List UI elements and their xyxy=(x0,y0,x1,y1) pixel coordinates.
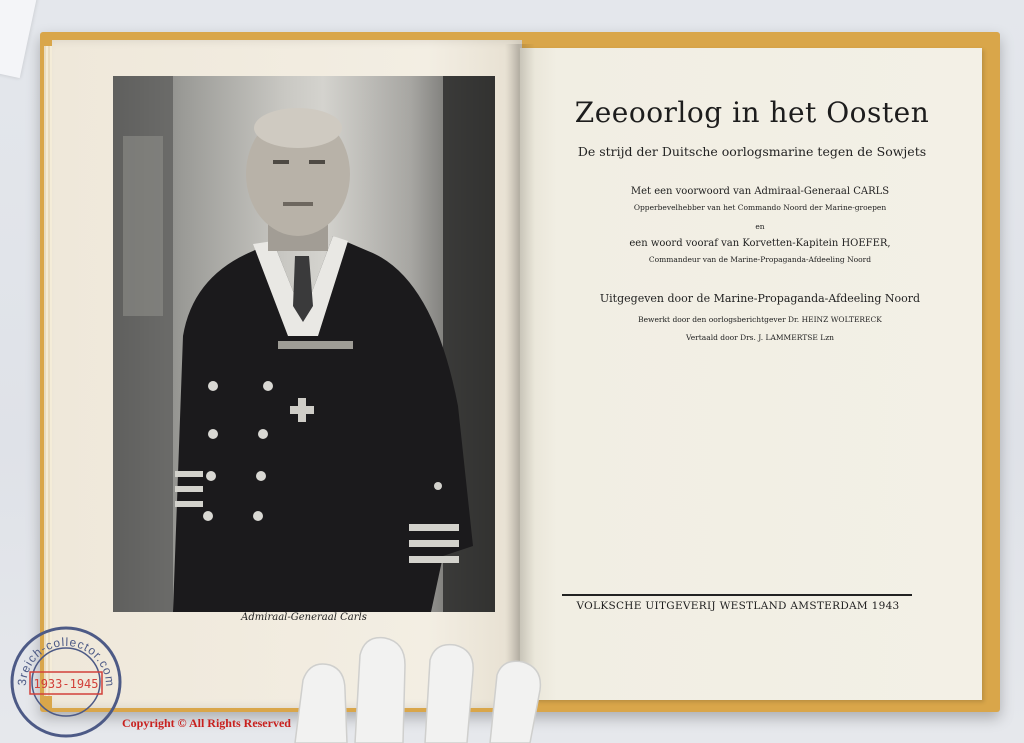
footer-publisher: VOLKSCHE UITGEVERIJ WESTLAND AMSTERDAM 1943 xyxy=(576,600,900,612)
paper-corner xyxy=(0,0,39,78)
watermark-stamp xyxy=(4,624,128,740)
stamp-years: 1933-1945 xyxy=(33,677,99,691)
editor-line: Bewerkt door den oorlogsberichtgever Dr. HEINZ WOLTERECK xyxy=(638,315,882,324)
preface-line: een woord vooraf van Korvetten-Kapitein HOEFER, xyxy=(629,238,891,249)
foreword-role: Opperbevelhebber van het Commando Noord der Marine-groepen xyxy=(633,203,887,212)
publisher-line: Uitgegeven door de Marine-Propaganda-Afdeeling Noord xyxy=(599,292,921,305)
white-glove-hand xyxy=(285,620,615,743)
foreword-line: Met een voorwoord van Admiraal-Generaal CARLS xyxy=(630,186,890,197)
copyright-notice: Copyright © All Rights Reserved xyxy=(122,716,291,730)
footer-rule xyxy=(562,594,912,596)
book-spine-shadow xyxy=(505,44,535,704)
portrait-illustration xyxy=(113,76,495,612)
preface-role: Commandeur van de Marine-Propaganda-Afdeeling Noord xyxy=(648,255,872,264)
conjunction: en xyxy=(755,222,765,231)
stamp-text: 3reich-collector.com xyxy=(14,634,118,688)
translator-line: Vertaald door Drs. J. LAMMERTSE Lzn xyxy=(685,333,834,342)
book-subtitle: De strijd der Duitsche oorlogsmarine tegen de Sowjets xyxy=(577,144,927,159)
book-title: Zeeoorlog in het Oosten xyxy=(574,96,930,129)
photo-caption: Admiraal-Generaal Carls xyxy=(241,612,367,623)
admiral-portrait-photo xyxy=(113,76,495,612)
